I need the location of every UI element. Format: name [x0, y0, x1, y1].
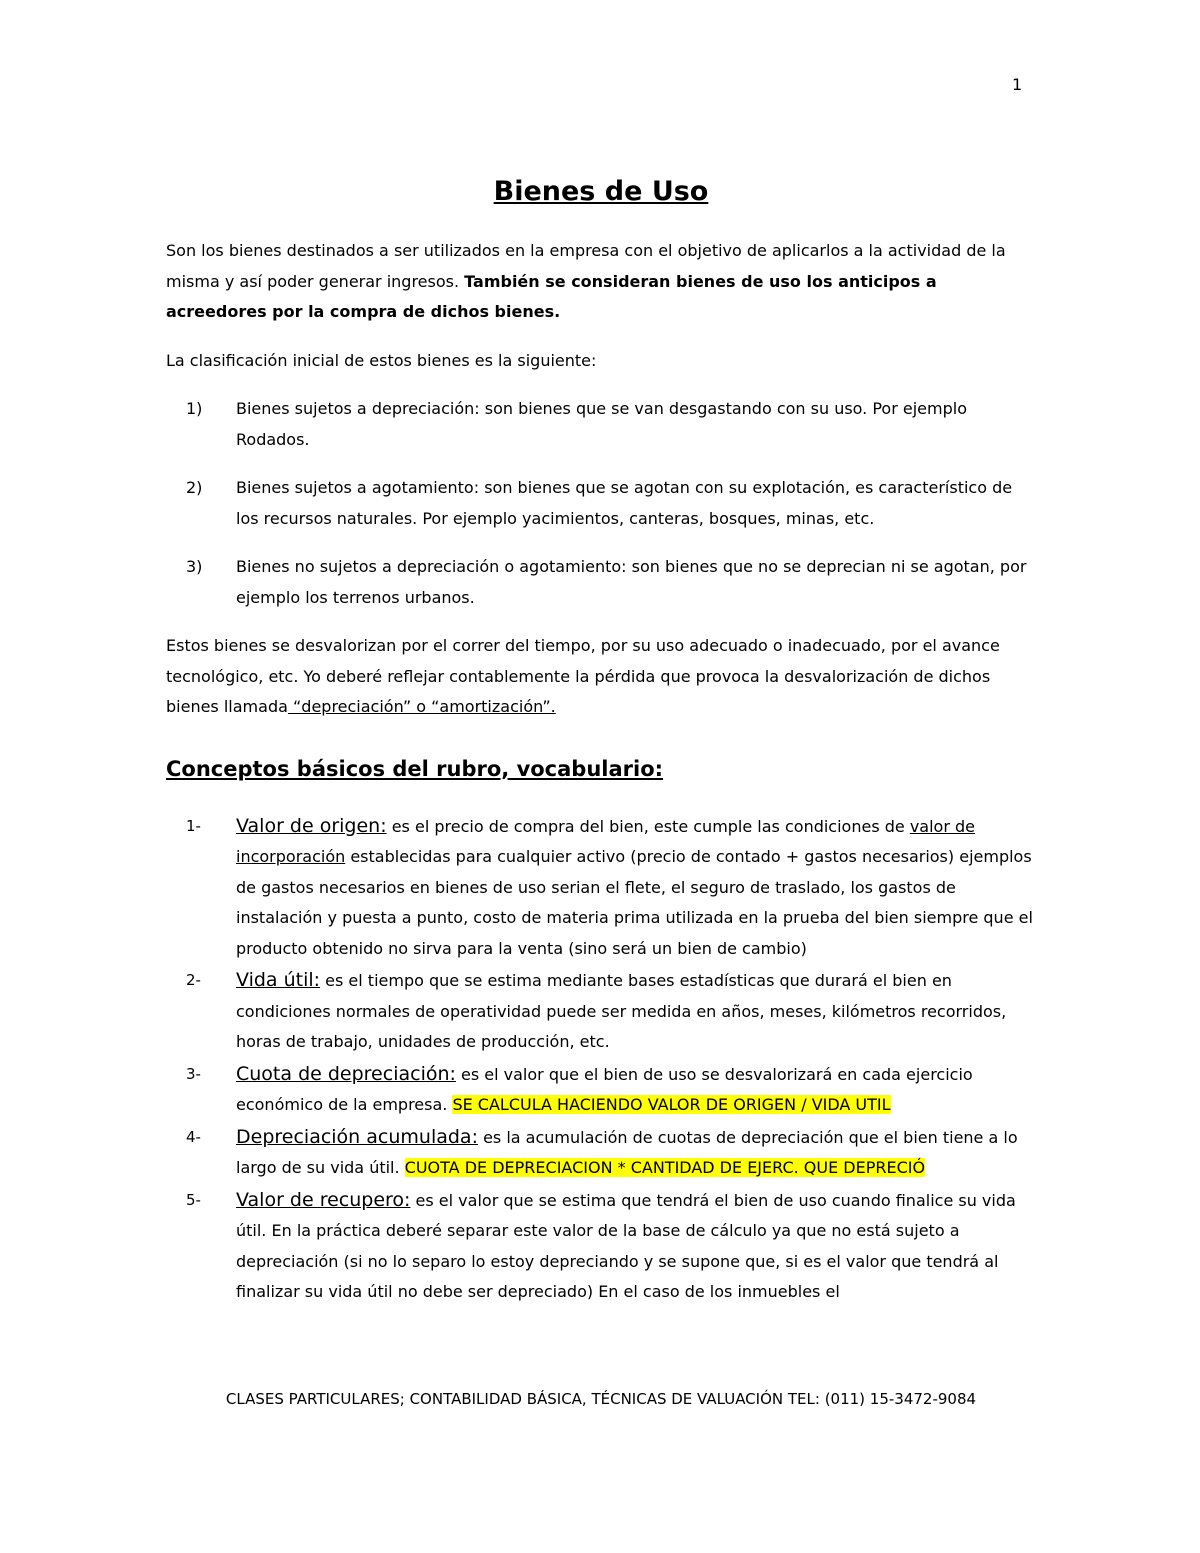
item-number: 2) — [186, 478, 203, 497]
section-heading: Conceptos básicos del rubro, vocabulario: — [166, 756, 664, 781]
concept-text: es el valor que se estima que tendrá el bien de uso cuando finalice su vida útil. En la práctica deberé separar este valor de la base de cálculo ya que no está sujeto a depreciación (si no lo separo lo estoy depreciando y se supone que, si es el valor que tendrá al finalizar su vida útil no debe ser depreciado) En el caso de los inmuebles el — [236, 1190, 1016, 1301]
concept-item — [166, 1122, 1036, 1184]
concept-text: es la acumulación de cuotas de depreciación que el bien tiene a lo largo de su vida útil. — [236, 1127, 1018, 1177]
concept-term: Valor de origen: — [236, 814, 387, 837]
concept-underlined-text: valor de incorporación — [236, 816, 975, 866]
concept-term: Vida útil: — [236, 969, 321, 991]
item-number: 3) — [186, 557, 203, 576]
concept-text: es el tiempo que se estima mediante bases estadísticas que durará el bien en condiciones normales de operatividad puede ser medida en años, meses, kilómetros recorridos, horas de trabajo, unidades de producción, etc. — [236, 971, 1007, 1051]
classification-item — [166, 394, 1036, 455]
item-number: 5- — [186, 1190, 201, 1209]
item-number: 4- — [186, 1127, 201, 1146]
concept-text: establecidas para cualquier activo (precio de contado + gastos necesarios) ejemplos de gastos necesarios en bienes de uso serian el flete, el seguro de traslado, los gastos de instalación y puesta a punto, costo de materia prima utilizada en la prueba del bien siempre que el producto obtenido no sirva para la venta (sino será un bien de cambio) — [236, 847, 1033, 958]
item-number: 2- — [186, 971, 201, 989]
intro-text: Son los bienes destinados a ser utilizados en la empresa con el objetivo de aplicarlos a la actividad de la misma y así poder generar ingresos. — [166, 241, 1006, 291]
concept-term: Depreciación acumulada: — [236, 1125, 478, 1148]
classification-list — [166, 394, 1036, 613]
classification-intro: La clasificación inicial de estos bienes es la siguiente: — [166, 350, 597, 370]
devaluation-paragraph — [166, 631, 1036, 723]
classification-item — [166, 473, 1036, 534]
page-number: 1 — [1012, 75, 1023, 94]
concept-item — [166, 1059, 1036, 1121]
intro-paragraph — [166, 236, 1036, 328]
concept-text: es el precio de compra del bien, este cumple las condiciones de — [386, 816, 910, 836]
classification-item — [166, 552, 1036, 613]
item-text: Bienes sujetos a agotamiento: son bienes que se agotan con su explotación, es característico de los recursos naturales. Por ejemplo yacimientos, canteras, bosques, minas, etc. — [236, 478, 1013, 528]
item-text: Bienes sujetos a depreciación: son bienes que se van desgastando con su uso. Por ejemplo Rodados. — [236, 399, 967, 449]
devaluation-text: Estos bienes se desvalorizan por el correr del tiempo, por su uso adecuado o inadecuado, por el avance tecnológico, etc. Yo deberé reflejar contablemente la pérdida que provoca la desvalorización de dichos bienes llamada — [166, 636, 1000, 716]
page-footer: CLASES PARTICULARES; CONTABILIDAD BÁSICA, TÉCNICAS DE VALUACIÓN TEL: (011) 15-3472-9084 — [225, 1390, 977, 1408]
highlighted-formula: SE CALCULA HACIENDO VALOR DE ORIGEN / VIDA UTIL — [452, 1095, 891, 1114]
document-title: Bienes de Uso — [493, 176, 709, 207]
concept-text: es el valor que el bien de uso se desvalorizará en cada ejercicio económico de la empresa. — [236, 1064, 973, 1114]
concept-item — [166, 811, 1036, 965]
document-body — [166, 170, 1036, 1309]
highlighted-formula: CUOTA DE DEPRECIACION * CANTIDAD DE EJERC. QUE DEPRECIÓ — [404, 1158, 926, 1177]
concept-item — [166, 965, 1036, 1058]
item-text: Bienes no sujetos a depreciación o agotamiento: son bienes que no se deprecian ni se agotan, por ejemplo los terrenos urbanos. — [236, 557, 1027, 607]
concept-item — [166, 1185, 1036, 1308]
intro-bold-text: También se consideran bienes de uso los anticipos a acreedores por la compra de dichos bienes. — [166, 271, 937, 321]
depreciation-term: “depreciación” o “amortización”. — [287, 697, 556, 716]
concept-term: Valor de recupero: — [236, 1188, 411, 1211]
item-number: 1- — [186, 816, 201, 835]
concepts-list — [166, 811, 1036, 1308]
concept-term: Cuota de depreciación: — [236, 1062, 456, 1085]
item-number: 1) — [186, 399, 203, 418]
item-number: 3- — [186, 1064, 201, 1083]
